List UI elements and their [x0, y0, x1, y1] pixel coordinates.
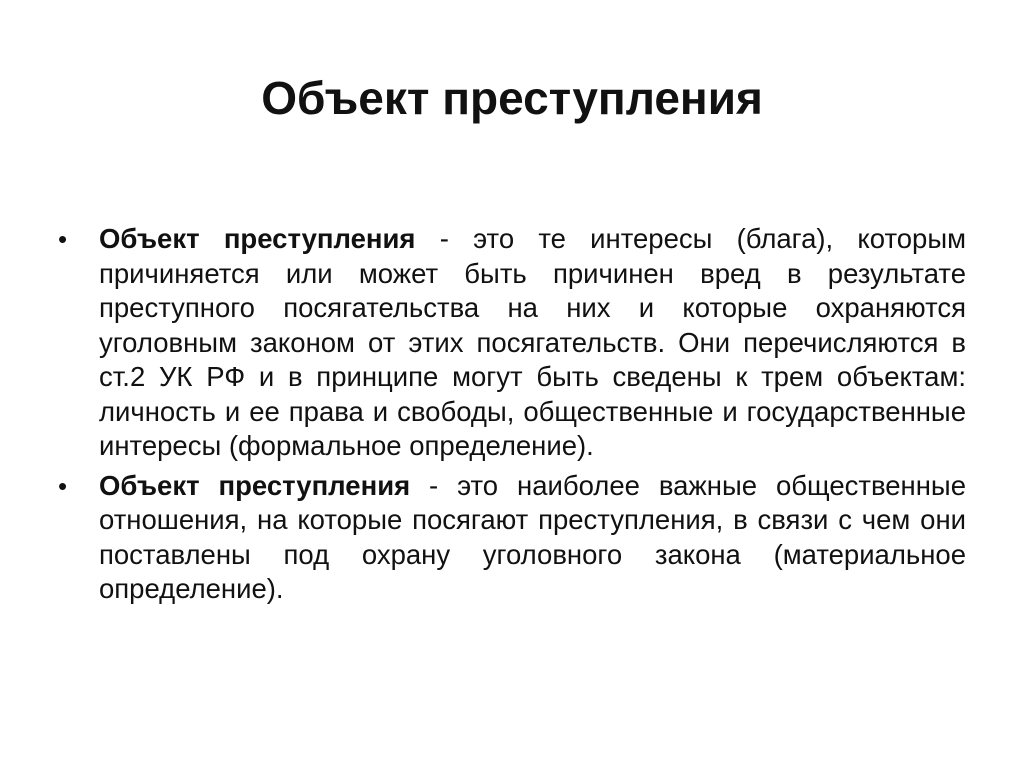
- bullet-item: [58, 222, 966, 464]
- slide-title: Объект преступления: [261, 72, 763, 124]
- definition-term: Объект преступления: [99, 223, 416, 254]
- bullet-item: [58, 469, 966, 607]
- definition-term: Объект преступления: [99, 469, 411, 501]
- bullet-dot-icon: •: [58, 470, 68, 501]
- definition-text: - это наиболее важные общественные отношения, на которые посягают преступления, в связи с чем они поставлены под охрану уголовного закона (материальное определение).: [99, 469, 966, 604]
- bullet-dot-icon: •: [58, 224, 68, 254]
- bullet-list: [58, 222, 966, 612]
- definition-text: - это те интересы (блага), которым причиняется или может быть причинен вред в результате преступного посягательства на них и которые охраняются уголовным законом от этих посягательств. Они перечисляются в ст.2 УК РФ и в принципе могут быть сведены к трем объектам: личность и ее права и свободы, общественные и государственные интересы (формальное определение).: [99, 223, 966, 461]
